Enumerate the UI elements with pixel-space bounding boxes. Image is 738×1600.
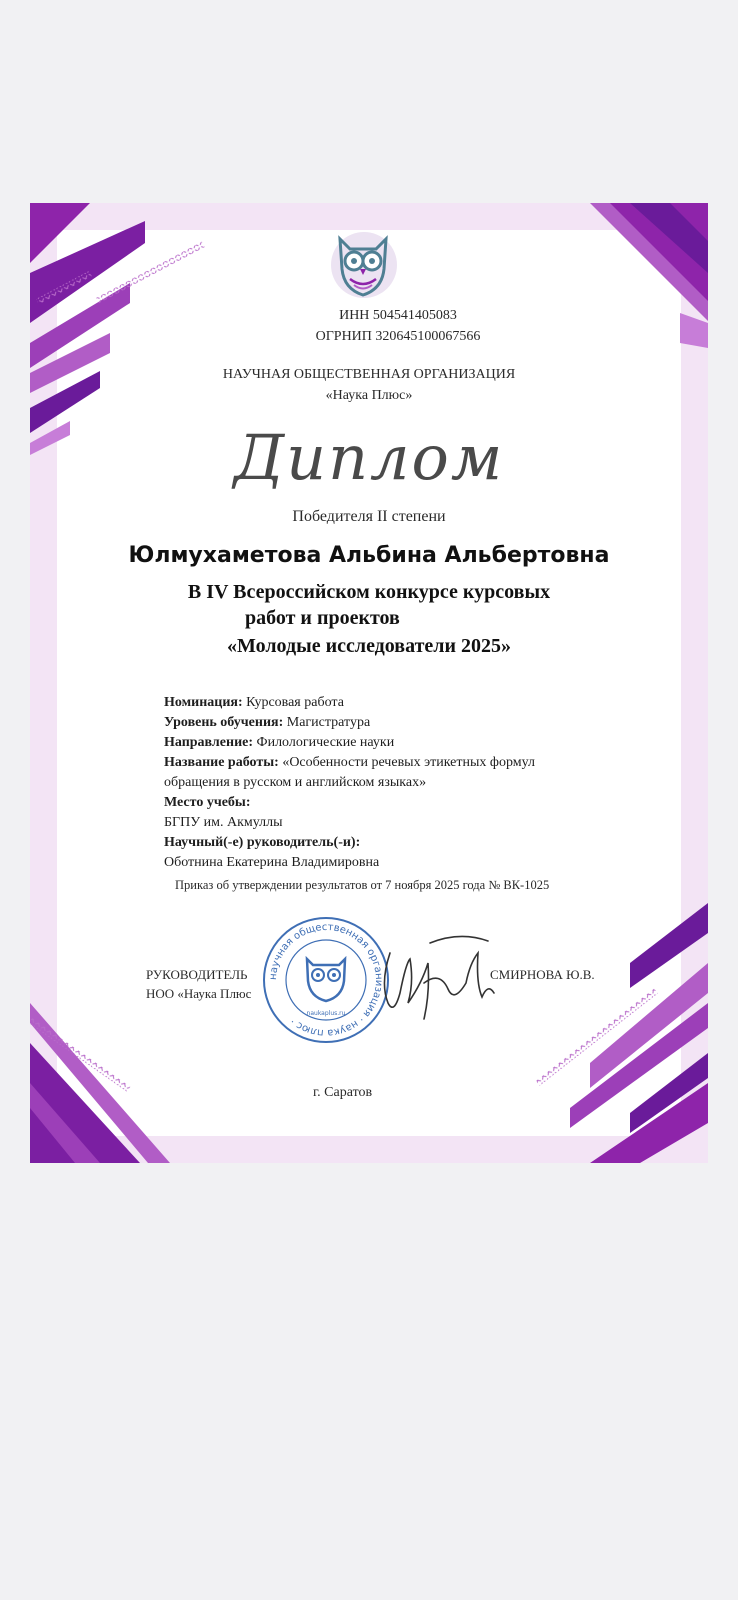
place-value: БГПУ им. Акмуллы: [164, 815, 283, 830]
city: г. Саратов: [313, 1085, 373, 1100]
handwritten-signature: [370, 923, 510, 1033]
contest-line-1: В IV Всероссийском конкурсе курсовых: [187, 581, 551, 603]
signer-role-2: НОО «Наука Плюс: [146, 986, 252, 1001]
stamp-site: naukaplus.ru: [306, 1010, 346, 1017]
signer-role-1: РУКОВОДИТЕЛЬ: [146, 967, 248, 982]
level-label: Уровень обучения:: [164, 715, 284, 730]
field-label: Направление:: [164, 735, 254, 750]
corner-bottom-left: [30, 1003, 170, 1163]
diploma-title: Диплом: [233, 421, 505, 494]
org-inn: ИНН 504541405083: [339, 308, 457, 323]
owl-logo-icon: [328, 225, 398, 305]
corner-bottom-right: [536, 893, 708, 1163]
work-label: Название работы:: [164, 755, 279, 770]
supervisor-label: Научный(-е) руководитель(-и):: [164, 835, 361, 850]
place-label: Место учебы:: [164, 795, 251, 810]
corner-top-right: [590, 203, 708, 348]
diploma-certificate: [30, 203, 708, 1163]
nomination-value: Курсовая работа: [242, 695, 344, 710]
degree-text: Победителя II степени: [292, 508, 446, 525]
diploma-details: [164, 693, 535, 873]
nomination-row: [164, 693, 535, 713]
signer-name: СМИРНОВА Ю.В.: [490, 967, 595, 982]
nomination-label: Номинация:: [164, 695, 243, 710]
order-text: Приказ об утверждении результатов от 7 ноября 2025 года № ВК-1025: [175, 878, 550, 892]
contest-line-3: «Молодые исследователи 2025»: [226, 635, 512, 657]
level-value: Магистратура: [283, 715, 371, 730]
field-value: Филологические науки: [253, 735, 395, 750]
org-ogrnip: ОГРНИП 320645100067566: [315, 329, 481, 344]
work-value-1: «Особенности речевых этикетных формул: [278, 755, 535, 770]
org-name-line-1: НАУЧНАЯ ОБЩЕСТВЕННАЯ ОРГАНИЗАЦИЯ: [222, 367, 516, 382]
supervisor-value: Оботнина Екатерина Владимировна: [164, 855, 380, 870]
level-row: [164, 713, 535, 733]
winner-name: Юлмухаметова Альбина Альбертовна: [128, 543, 610, 568]
work-row: [164, 753, 535, 773]
stamp-ring-text: научная общественная организация · наука плюс ·: [267, 921, 385, 1039]
org-name-line-2: «Наука Плюс»: [325, 388, 413, 403]
contest-line-2: работ и проектов: [245, 607, 400, 629]
field-row: [164, 733, 535, 753]
work-value-2: обращения в русском и английском языках»: [164, 775, 427, 790]
